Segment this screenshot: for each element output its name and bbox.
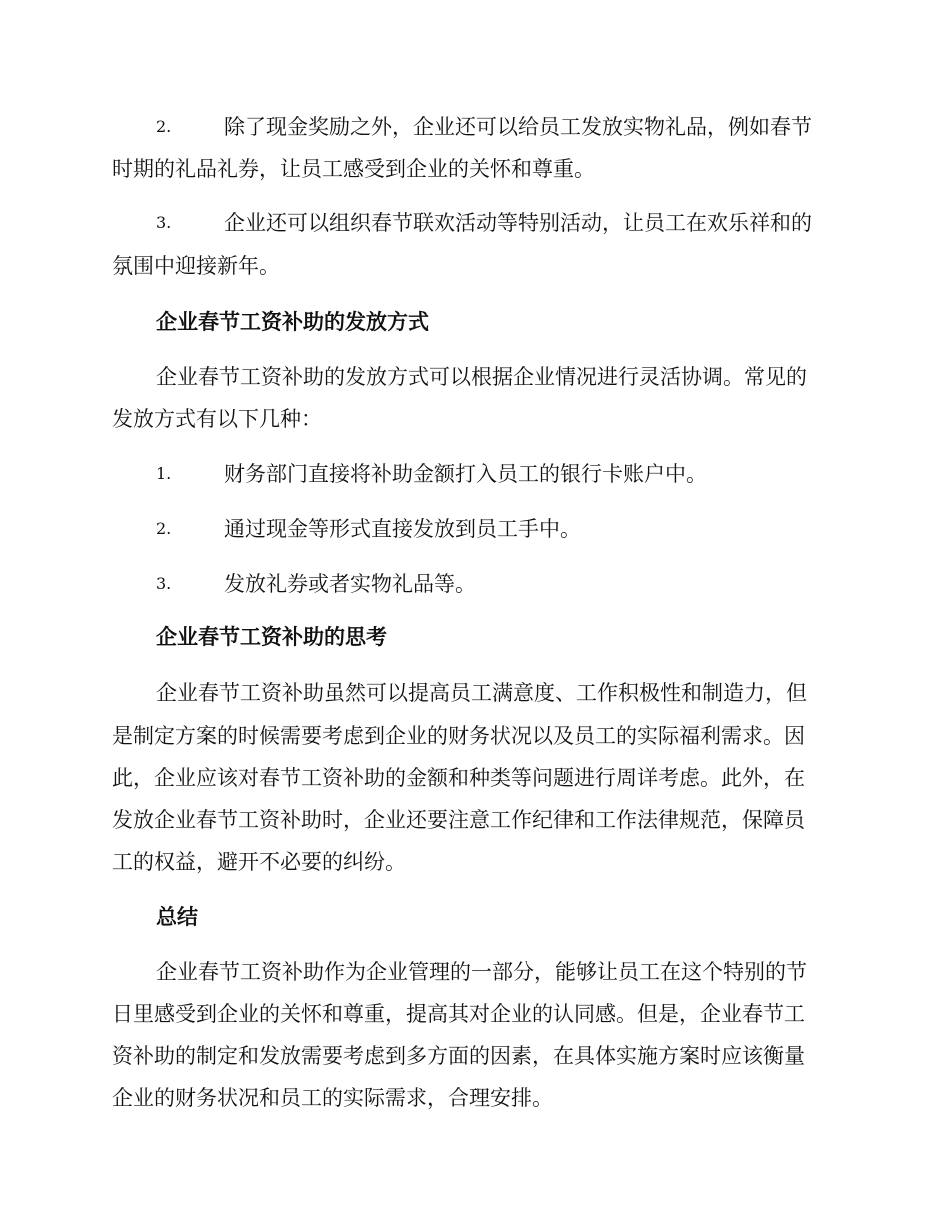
list-item [112, 454, 838, 494]
paragraph-line: 企业春节工资补助作为企业管理的一部分，能够让员工在这个特别的节 [156, 960, 807, 984]
list-item [112, 107, 838, 147]
list-item-line: 发放礼券或者实物礼品等。 [224, 572, 476, 596]
paragraph-line: 发放方式有以下几种： [112, 407, 322, 431]
list-item [112, 203, 838, 243]
list-number: 3. [156, 574, 172, 593]
paragraph-line: 工的权益，避开不必要的纠纷。 [112, 850, 406, 874]
paragraph-line: 发放企业春节工资补助时，企业还要注意工作纪律和工作法律规范，保障员 [112, 808, 805, 832]
section-heading-method: 企业春节工资补助的发放方式 [156, 309, 429, 334]
list-item-line: 通过现金等形式直接发放到员工手中。 [224, 517, 581, 541]
section-heading-summary: 总结 [156, 904, 198, 929]
paragraph-line: 企业春节工资补助的发放方式可以根据企业情况进行灵活协调。常见的 [156, 365, 807, 389]
list-item-line: 除了现金奖励之外，企业还可以给员工发放实物礼品，例如春节 [224, 115, 812, 139]
list-item-line: 企业还可以组织春节联欢活动等特别活动，让员工在欢乐祥和的 [224, 211, 812, 235]
paragraph-line: 企业春节工资补助虽然可以提高员工满意度、工作积极性和制造力，但 [156, 681, 807, 705]
paragraph-line: 资补助的制定和发放需要考虑到多方面的因素，在具体实施方案时应该衡量 [112, 1044, 805, 1068]
list-item [112, 509, 838, 549]
list-item-continuation: 氛围中迎接新年。 [112, 254, 280, 278]
paragraph-line: 企业的财务状况和员工的实际需求，合理安排。 [112, 1086, 553, 1110]
list-item-line: 财务部门直接将补助金额打入员工的银行卡账户中。 [224, 462, 707, 486]
list-item-continuation: 时期的礼品礼券，让员工感受到企业的关怀和尊重。 [112, 157, 595, 181]
paragraph-line: 是制定方案的时候需要考虑到企业的财务状况以及员工的实际福利需求。因 [112, 724, 805, 748]
list-number: 3. [156, 213, 172, 232]
list-number: 2. [156, 519, 172, 538]
list-number: 1. [156, 464, 172, 483]
paragraph-line: 此，企业应该对春节工资补助的金额和种类等问题进行周详考虑。此外，在 [112, 766, 805, 790]
list-number: 2. [156, 117, 172, 136]
paragraph-line: 日里感受到企业的关怀和尊重，提高其对企业的认同感。但是，企业春节工 [112, 1002, 805, 1026]
list-item [112, 564, 838, 604]
section-heading-thinking: 企业春节工资补助的思考 [156, 624, 387, 649]
